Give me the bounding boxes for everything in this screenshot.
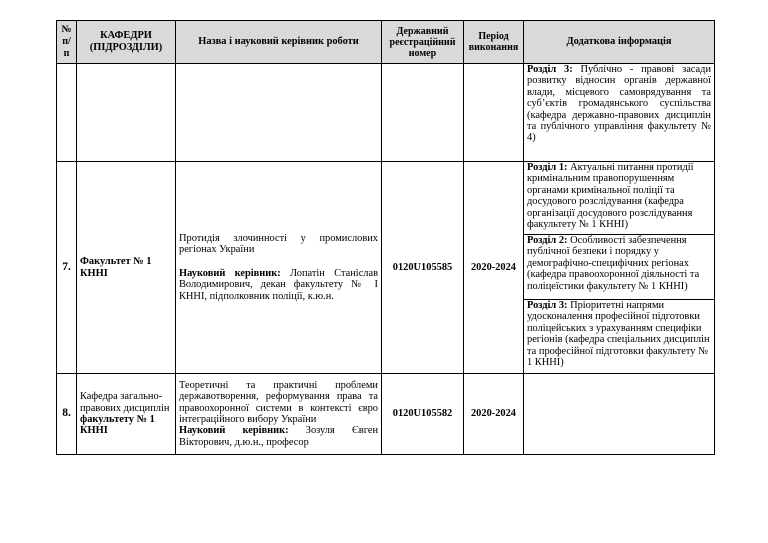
supervisor-block: [179, 268, 378, 302]
section-1: [524, 162, 714, 234]
section-text: Пріоритетні напрями удосконалення професійної підготовки поліцейських з урахуванням специфіки регіонів (кафедра спеціальних дисциплін та професійної підготовки факультету № 1 КННІ): [527, 300, 710, 369]
section-text: Особливості забезпечення публічної безпеки і порядку у демографічно-специфічних регіонах (кафедра правоохоронної діяльності та поліцеїстики факультету № 1 КННІ): [527, 235, 700, 292]
row-number: 8.: [57, 374, 77, 455]
supervisor-name: Лопатін Станіслав Володимирович, декан факультету № І КННІ, підполковник поліції, к.ю.н.: [179, 267, 379, 302]
department-name: Кафедра загально-правових дисциплін: [80, 391, 170, 414]
work-title-cell: [176, 162, 382, 374]
supervisor-block: [179, 425, 378, 448]
header-period: Період виконання: [464, 21, 524, 64]
period-cell: 2020-2024: [464, 374, 524, 455]
department-cell: Факультет № 1 КННІ: [77, 162, 176, 374]
work-title: Теоретичні та практичні проблеми державотворення, реформування права та правоохоронної системи в контексті євро інтеграційного вибору України: [179, 379, 378, 425]
cell-reg-empty: [382, 64, 464, 162]
header-info: Додаткова інформація: [524, 21, 715, 64]
row-number: 7.: [57, 162, 77, 374]
registration-number: 0120U105582: [382, 374, 464, 455]
header-title: Назва і науковий керівник роботи: [176, 21, 382, 64]
cell-period-empty: [464, 64, 524, 162]
section-2: [524, 234, 714, 299]
department-faculty: факультету № 1 КННІ: [80, 414, 155, 437]
section-label: Розділ 3:: [527, 64, 573, 75]
supervisor-label: Науковий керівник:: [179, 267, 281, 279]
table-row-8: [57, 374, 715, 455]
department-cell: [77, 374, 176, 455]
header-row: [57, 21, 715, 64]
header-department: КАФЕДРИ (ПІДРОЗДІЛИ): [77, 21, 176, 64]
supervisor-label: Науковий керівник:: [179, 425, 289, 437]
cell-info-continuation: [524, 64, 715, 162]
section-label: Розділ 3:: [527, 300, 568, 311]
cell-info-sections: [524, 162, 715, 374]
registration-number: 0120U105585: [382, 162, 464, 374]
section-3: [524, 299, 714, 372]
cell-info-empty: [524, 374, 715, 455]
section-label: Розділ 1:: [527, 162, 568, 173]
cell-dept-empty: [77, 64, 176, 162]
research-table: [56, 20, 715, 455]
work-title-cell: [176, 374, 382, 455]
cell-num-empty: [57, 64, 77, 162]
supervisor-name: Зозуля Євген Вікторович, д.ю.н., професор: [179, 425, 379, 448]
section-text: Актуальні питання протидії кримінальним правопорушенням органами кримінальної поліції та досудового розслідування (кафедра організації досудового розслідування факультету № 1 КННІ): [527, 162, 694, 231]
header-registration: Державний реєстраційний номер: [382, 21, 464, 64]
work-title: Протидія злочинності у промислових регіонах України: [179, 232, 378, 256]
period-cell: 2020-2024: [464, 162, 524, 374]
table-row-7: [57, 162, 715, 374]
cell-title-empty: [176, 64, 382, 162]
table-row-continuation: [57, 64, 715, 162]
header-num: № п/п: [57, 21, 77, 64]
section-text: Публічно - правові засади розвитку відносин органів державної влади, місцевого самоврядування та суб’єктів громадянського суспільства (кафедра державно-правових дисциплін та публічного управління факультету № 4): [527, 64, 711, 144]
section-label: Розділ 2:: [527, 235, 568, 246]
